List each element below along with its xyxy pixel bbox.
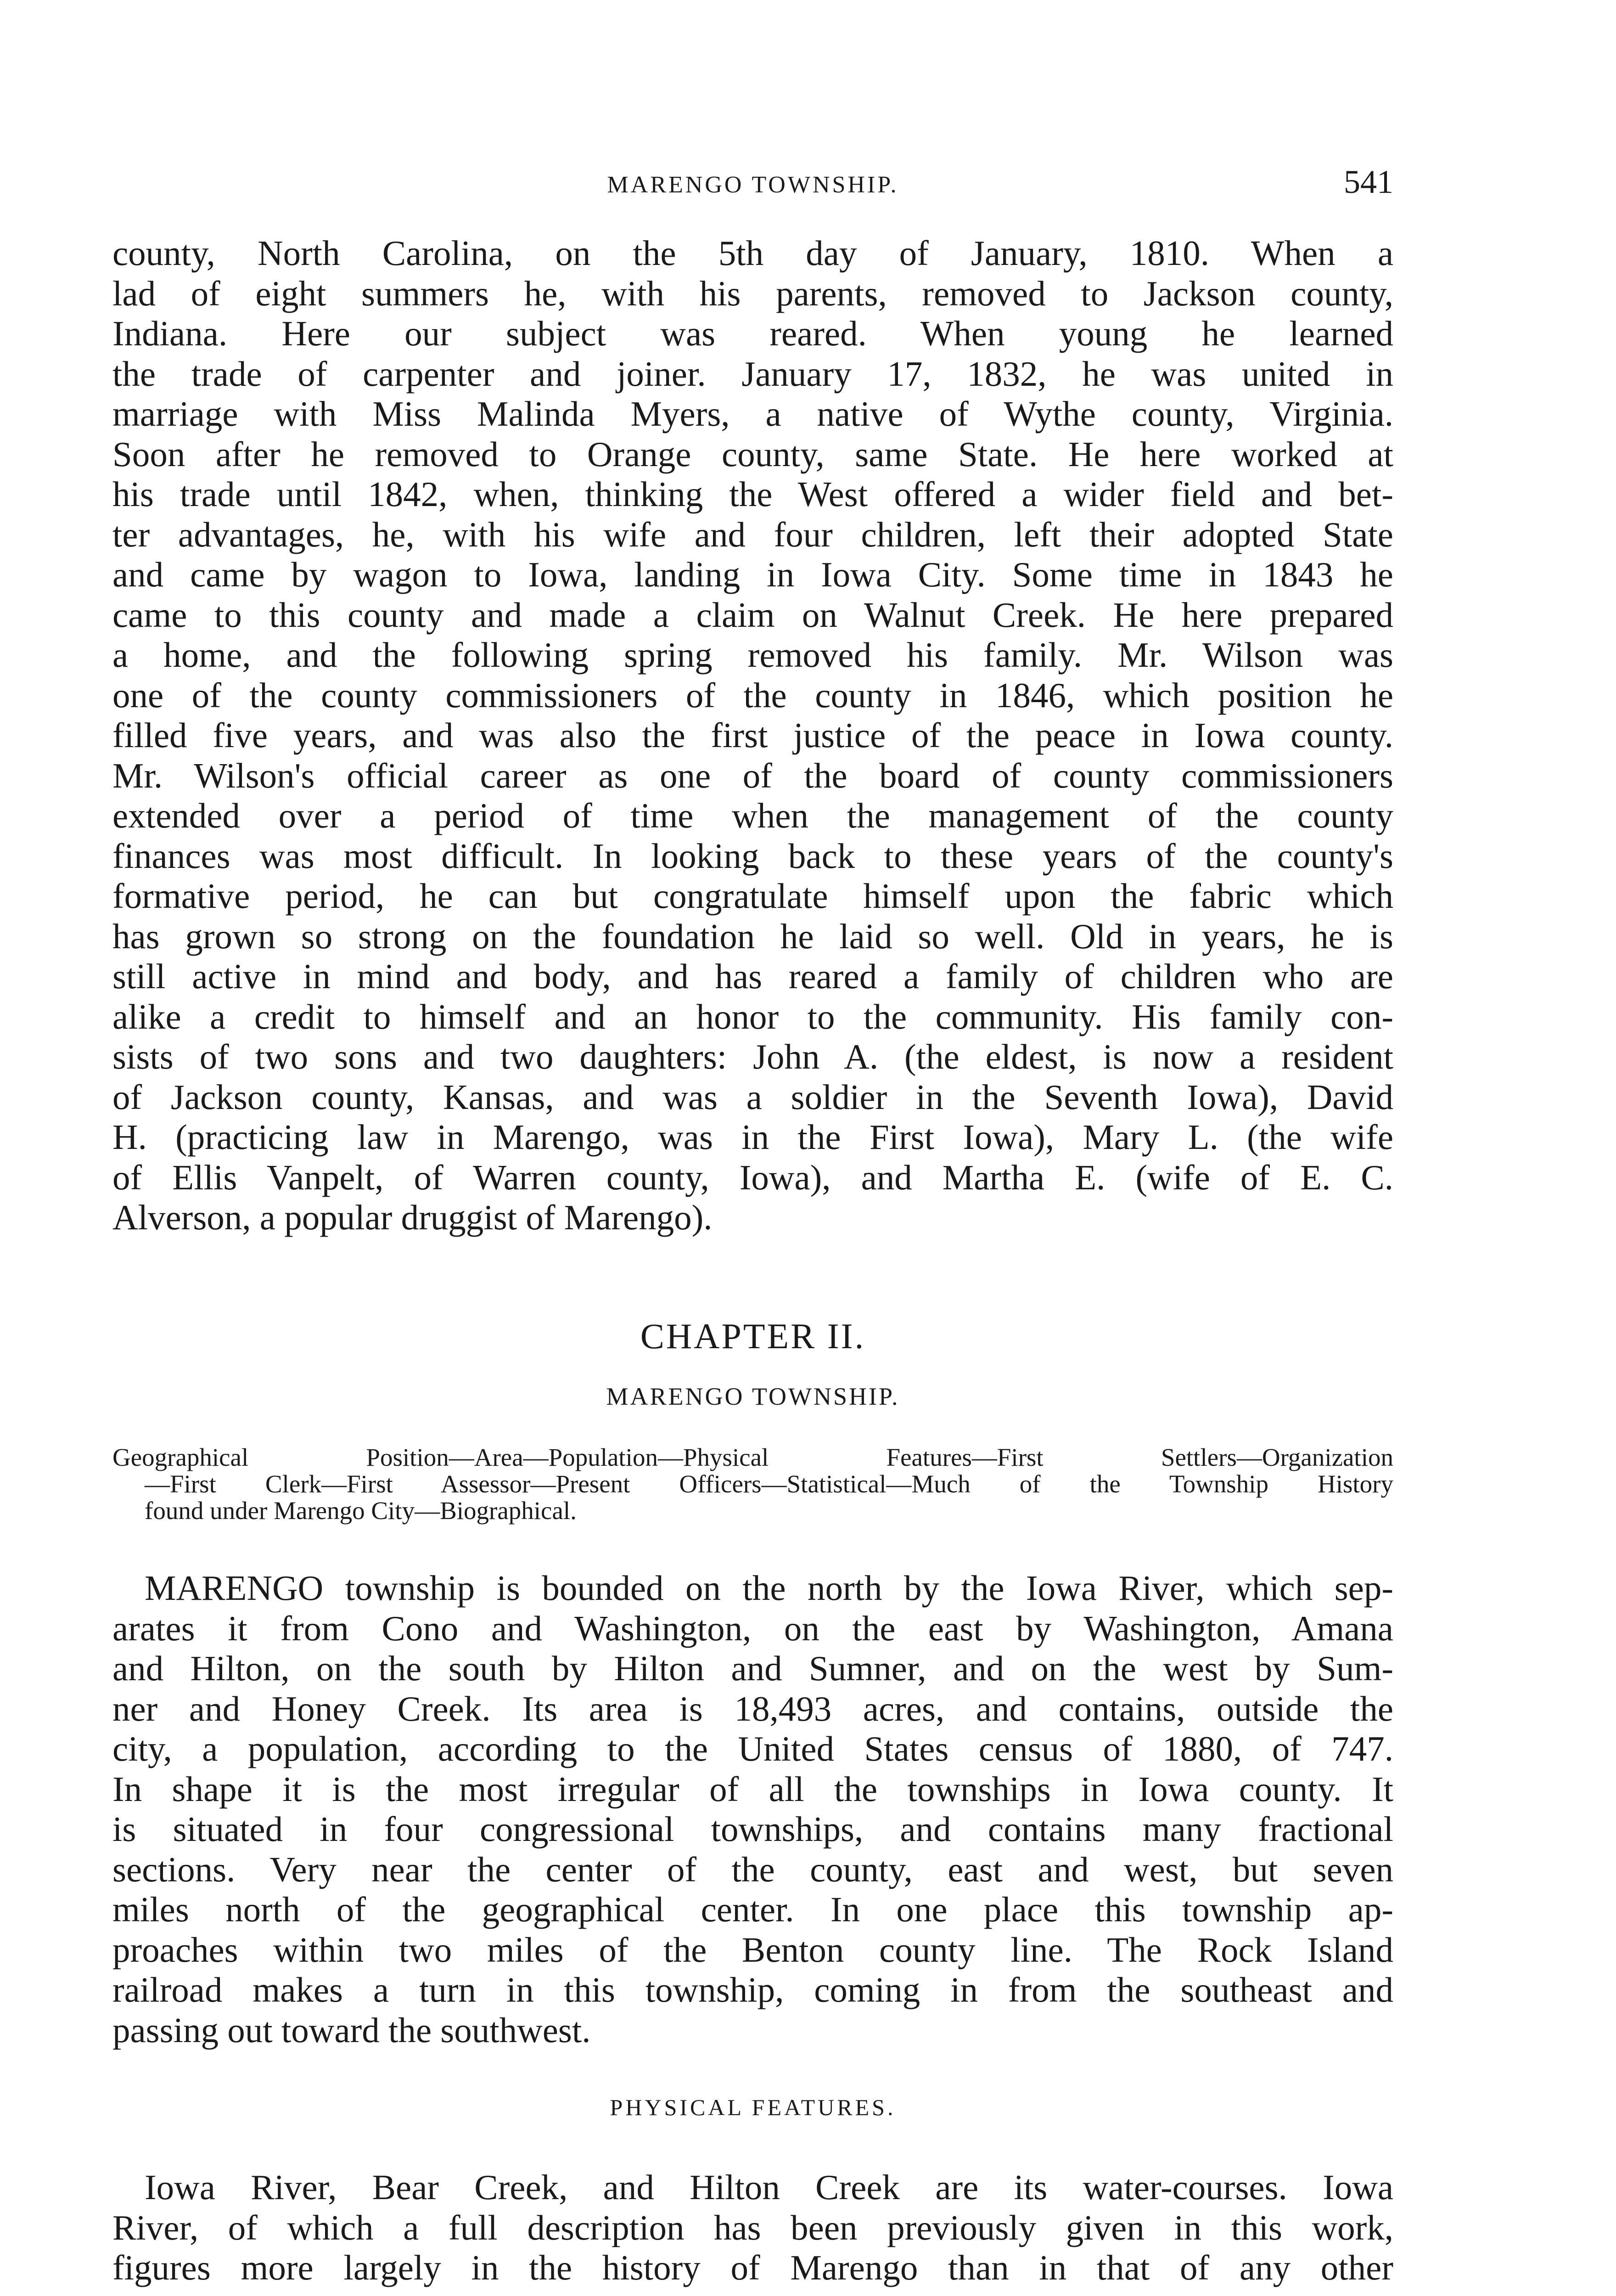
text-line: the trade of carpenter and joiner. January 17, 1832, he was united in <box>112 354 1393 394</box>
chapter-subtitle: MARENGO TOWNSHIP. <box>606 1383 900 1410</box>
text-line: railroad makes a turn in this township, coming in from the southeast and <box>112 1970 1393 2009</box>
paragraph-physical-features <box>112 2167 1393 2288</box>
text-line: arates it from Cono and Washington, on the east by Washington, Amana <box>112 1608 1393 1648</box>
text-line: lad of eight summers he, with his parents, removed to Jackson county, <box>112 273 1393 313</box>
text-line: In shape it is the most irregular of all the townships in Iowa county. It <box>112 1769 1393 1809</box>
paragraph-township-description <box>112 1568 1393 2050</box>
text-line: sections. Very near the center of the county, east and west, but seven <box>112 1849 1393 1889</box>
text-line: figures more largely in the history of Marengo than in that of any other <box>112 2248 1393 2287</box>
text-line: and Hilton, on the south by Hilton and Sumner, and on the west by Sum- <box>112 1649 1393 1688</box>
paragraph-biography <box>112 233 1393 1238</box>
text-line: miles north of the geographical center. In one place this township ap- <box>112 1890 1393 1929</box>
text-line: city, a population, according to the United States census of 1880, of 747. <box>112 1729 1393 1768</box>
text-line: formative period, he can but congratulate himself upon the fabric which <box>112 876 1393 916</box>
text-line: alike a credit to himself and an honor to the community. His family con- <box>112 996 1393 1036</box>
text-line: Iowa River, Bear Creek, and Hilton Creek are its water-courses. Iowa <box>145 2167 1393 2207</box>
text-line: a home, and the following spring removed his family. Mr. Wilson was <box>112 635 1393 675</box>
text-line: his trade until 1842, when, thinking the West offered a wider field and bet- <box>112 474 1393 514</box>
text-line: filled five years, and was also the first justice of the peace in Iowa county. <box>112 715 1393 755</box>
text-line: finances was most difficult. In looking back to these years of the county's <box>112 836 1393 876</box>
text-line: MARENGO township is bounded on the north by the Iowa River, which sep- <box>145 1568 1393 1608</box>
text-line: sists of two sons and two daughters: John A. (the eldest, is now a resident <box>112 1037 1393 1076</box>
text-line: of Jackson county, Kansas, and was a soldier in the Seventh Iowa), David <box>112 1077 1393 1117</box>
text-line: county, North Carolina, on the 5th day of January, 1810. When a <box>112 233 1393 273</box>
text-line: Soon after he removed to Orange county, same State. He here worked at <box>112 434 1393 474</box>
section-heading: PHYSICAL FEATURES. <box>610 2094 896 2120</box>
text-line: ter advantages, he, with his wife and four children, left their adopted State <box>112 514 1393 554</box>
synopsis-line: found under Marengo City—Biographical. <box>145 1497 577 1525</box>
text-line: extended over a period of time when the management of the county <box>112 796 1393 835</box>
chapter-synopsis <box>112 1444 1393 1524</box>
text-line: Indiana. Here our subject was reared. When young he learned <box>112 314 1393 353</box>
text-line: and came by wagon to Iowa, landing in Iowa City. Some time in 1843 he <box>112 555 1393 594</box>
text-line: came to this county and made a claim on Walnut Creek. He here prepared <box>112 595 1393 635</box>
text-line: is situated in four congressional townships, and contains many fractional <box>112 1809 1393 1849</box>
text-line: H. (practicing law in Marengo, was in the First Iowa), Mary L. (the wife <box>112 1117 1393 1157</box>
text-line: passing out toward the southwest. <box>112 2010 591 2050</box>
synopsis-line: —First Clerk—First Assessor—Present Officers—Statistical—Much of the Township History <box>145 1470 1393 1498</box>
text-line: Mr. Wilson's official career as one of the board of county commissioners <box>112 755 1393 795</box>
running-title: MARENGO TOWNSHIP. <box>607 172 899 198</box>
text-line: Alverson, a popular druggist of Marengo). <box>112 1198 713 1237</box>
text-line: has grown so strong on the foundation he laid so well. Old in years, he is <box>112 916 1393 956</box>
text-line: marriage with Miss Malinda Myers, a native of Wythe county, Virginia. <box>112 394 1393 433</box>
text-line: ner and Honey Creek. Its area is 18,493 acres, and contains, outside the <box>112 1688 1393 1728</box>
synopsis-line: Geographical Position—Area—Population—Physical Features—First Settlers—Organization <box>112 1443 1393 1471</box>
chapter-title: CHAPTER II. <box>640 1316 866 1356</box>
text-line: of Ellis Vanpelt, of Warren county, Iowa), and Martha E. (wife of E. C. <box>112 1157 1393 1197</box>
text-line: proaches within two miles of the Benton county line. The Rock Island <box>112 1930 1393 1970</box>
text-line: River, of which a full description has been previously given in this work, <box>112 2207 1393 2247</box>
running-header <box>112 163 1393 204</box>
text-line: one of the county commissioners of the county in 1846, which position he <box>112 675 1393 715</box>
text-line: still active in mind and body, and has reared a family of children who are <box>112 957 1393 996</box>
page-number: 541 <box>1344 163 1393 200</box>
